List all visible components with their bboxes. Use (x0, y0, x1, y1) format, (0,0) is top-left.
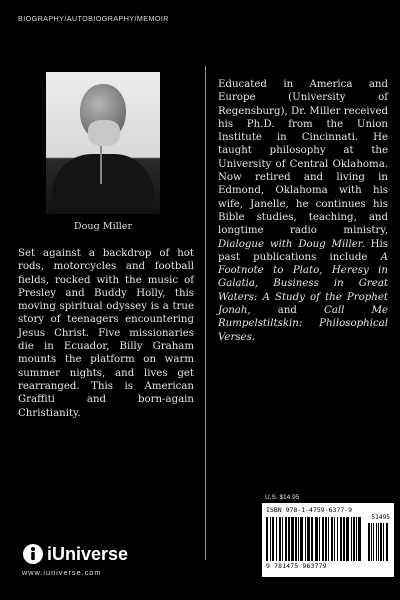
iuniverse-logo-icon (22, 543, 44, 565)
bio-text-3: and (250, 305, 325, 317)
publisher-url: www.iuniverse.com (22, 568, 102, 577)
bio-text-1: Educated in America and Europe (University of Regensburg), Dr. Miller received his Ph.D. from the Union Institute in Cincinnati. He taught philosophy at the University of Central Oklahoma. Now retired and living in Edmond, Oklahoma with his wife, Janelle, he continues his Bible studies, teaching, and longtime radio ministry, (218, 79, 388, 237)
publisher-name: iUniverse (47, 543, 129, 564)
barcode-icon (266, 517, 390, 561)
book-blurb: Set against a backdrop of hot rods, motorcycles and football fields, rocked with the music of Presley and Buddy Holly, this moving spiritual odyssey is a true story of teenagers encountering Jesus Christ. Five missionaries die in Ecuador, Billy Graham mounts the platform on warm summer nights, and lives get rearranged. This is American Graffiti and born-again Christianity. (18, 248, 194, 419)
addon-digits: 51495 (371, 514, 390, 521)
category-label: BIOGRAPHY/AUTOBIOGRAPHY/MEMOIR (18, 14, 169, 23)
barcode-digits: 9 781475 963779 (266, 562, 327, 570)
bio-last-publication: Call Me Rumpelstiltskin: Philosophical Verses. (218, 305, 388, 343)
author-caption: Doug Miller (73, 221, 133, 232)
column-divider (205, 66, 206, 560)
bio-publications: A Footnote to Plato, Heresy in Galatia, Business in Great Waters: A Study of the Prophet Jonah, (218, 251, 388, 317)
author-photo (46, 72, 160, 214)
bio-text-2: His past publications include (218, 238, 388, 263)
publisher-logo (22, 543, 128, 565)
bio-radio-title: Dialogue with Doug Miller. (218, 238, 365, 250)
price-label: U.S. $14.95 (265, 494, 300, 501)
isbn-label: ISBN 978-1-4759-6377-9 (266, 506, 353, 514)
author-bio (218, 78, 388, 344)
barcode-box (262, 503, 394, 577)
